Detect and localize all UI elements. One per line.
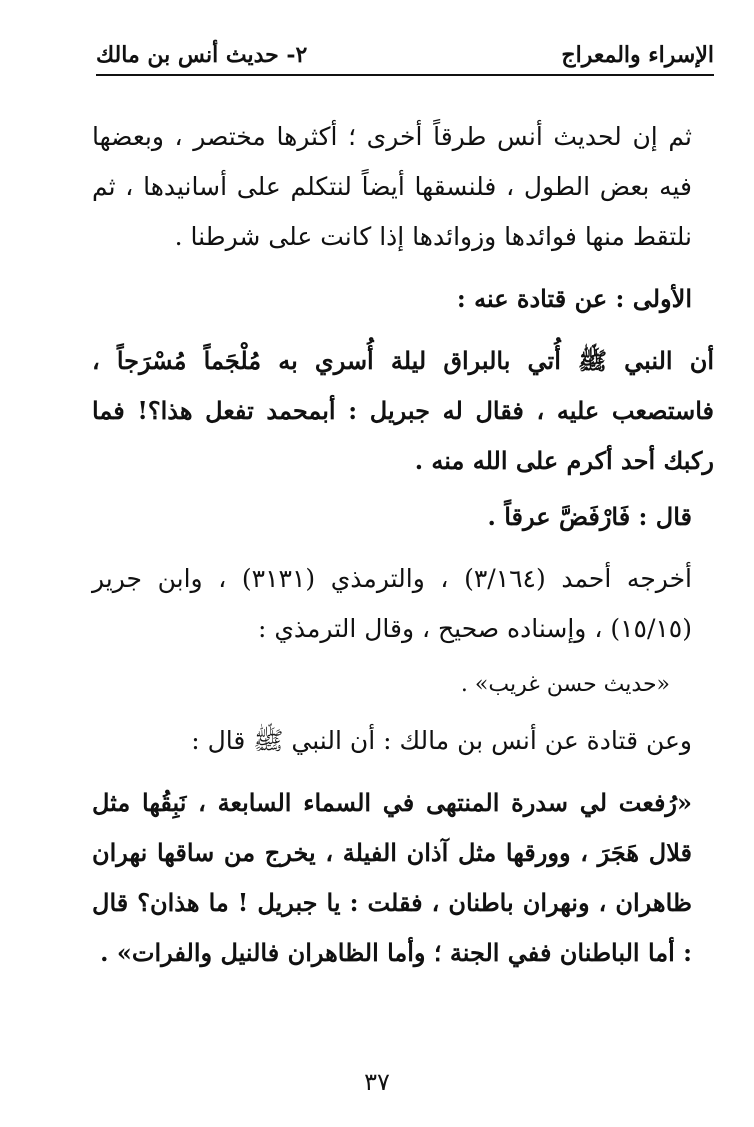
intro-paragraph: ثم إن لحديث أنس طرقاً أخرى ؛ أكثرها مختصر ، وبعضها فيه بعض الطول ، فلنسقها أيضاً لنتكلم على أسانيدها ، ثم نلتقط منها فوائدها وزوائدها إذا كانت على شرطنا . <box>92 122 692 251</box>
section-title: ٢- حديث أنس بن مالك <box>96 42 308 68</box>
hadith-sidrat: «رُفعت لي سدرة المنتهى في السماء السابعة ، نَبِقُها مثل قلال هَجَرَ ، وورقها مثل آذان الفيلة ، يخرج من ساقها نهران ظاهران ، ونهران باطنان ، فقلت : يا جبريل ! ما هذان؟ قال : أما الباطنان ففي الجنة ؛ وأما الظاهران فالنيل والفرات» . <box>92 788 692 967</box>
chapter-title: الإسراء والمعراج <box>561 42 714 68</box>
page-number: ٣٧ <box>364 1068 390 1096</box>
hadith-buraq: أن النبي ﷺ أُتي بالبراق ليلة أُسري به مُلْجَماً مُسْرَجاً ، فاستصعب عليه ، فقال له جبريل : أبمحمد تفعل هذا؟! فما ركبك أحد أكرم على الله منه . <box>92 346 714 475</box>
running-header <box>96 30 714 76</box>
page-body <box>92 112 714 978</box>
takhrij-paragraph: أخرجه أحمد (٣/١٦٤) ، والترمذي (٣١٣١) ، وابن جرير (١٥/١٥) ، وإسناده صحيح ، وقال الترمذي : <box>92 564 692 643</box>
tirmidhi-grading: «حديث حسن غريب» . <box>460 672 670 697</box>
second-chain-intro: وعن قتادة عن أنس بن مالك : أن النبي ﷺ قال : <box>191 726 692 755</box>
first-chain-heading: الأولى : عن قتادة عنه : <box>456 284 692 313</box>
hadith-continuation: قال : فَارْفَضَّ عرقاً . <box>487 502 692 531</box>
